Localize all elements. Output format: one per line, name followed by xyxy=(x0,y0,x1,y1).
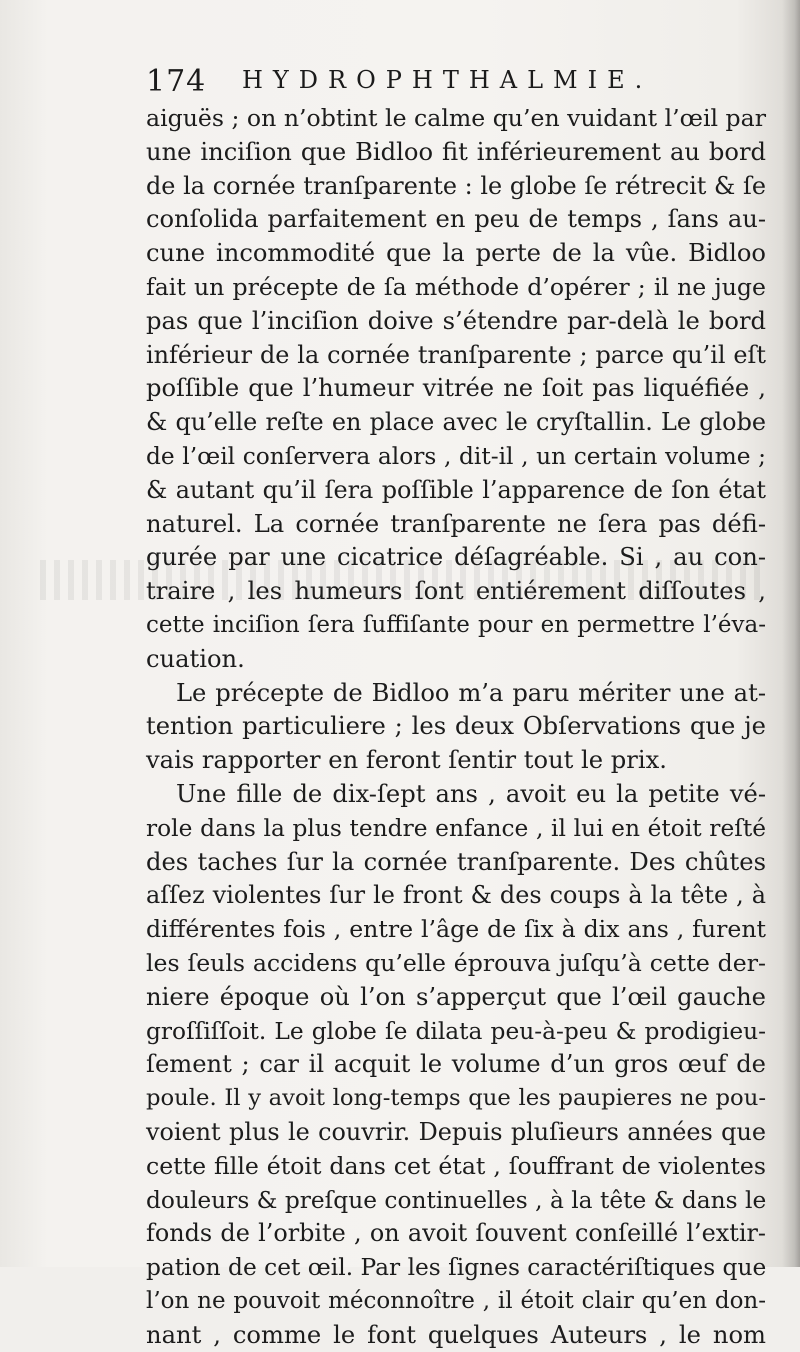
text-line: des taches ſur la cornée tranſparente. Des chûtes xyxy=(146,847,766,876)
text-line: fait un précepte de ſa méthode d’opérer ; il ne juge xyxy=(146,272,766,301)
text-line: traire , les humeurs ſont entiérement diſſoutes , xyxy=(146,577,766,606)
text-line: nant , comme le font quelques Auteurs , le nom xyxy=(146,1320,766,1349)
text-line: de l’œil conſervera alors , dit-il , un certain volume ; xyxy=(146,442,766,470)
paragraph-end-line: vais rapporter en feront ſentir tout le prix. xyxy=(146,746,667,775)
text-line: groſſiſſoit. Le globe ſe dilata peu-à-peu & prodigieu- xyxy=(146,1017,766,1045)
text-line: role dans la plus tendre enfance , il lui en étoit reſté xyxy=(146,814,766,842)
text-line: pas que l’inciſion doive s’étendre par-delà le bord xyxy=(146,306,766,335)
text-line: & qu’elle reſte en place avec le cryſtallin. Le globe xyxy=(146,408,766,437)
text-line: aiguës ; on n’obtint le calme qu’en vuidant l’œil par xyxy=(146,104,766,132)
text-line: inférieur de la cornée tranſparente ; parce qu’il eſt xyxy=(146,340,766,369)
text-line: différentes fois , entre l’âge de ſix à dix ans , furent xyxy=(146,915,766,944)
text-line: les ſeuls accidens qu’elle éprouva juſqu’à cette der- xyxy=(146,948,766,977)
text-line: niere époque où l’on s’apperçut que l’œil gauche xyxy=(146,982,766,1011)
page-number: 174 xyxy=(146,64,207,99)
page-gutter-shadow xyxy=(782,0,800,1267)
paragraph-first-line: Une fille de dix-ſept ans , avoit eu la petite vé- xyxy=(176,779,766,808)
text-line: voient plus le couvrir. Depuis pluſieurs années que xyxy=(146,1117,766,1146)
text-line: naturel. La cornée tranſparente ne ſera pas défi- xyxy=(146,509,766,538)
page-header xyxy=(146,64,766,99)
text-line: douleurs & preſque continuelles , à la tête & dans le xyxy=(146,1186,767,1214)
text-line: une inciſion que Bidloo fit inférieurement au bord xyxy=(146,137,766,166)
text-line: cette inciſion ſera ſuffiſante pour en permettre l’éva- xyxy=(146,611,766,638)
text-line: & autant qu’il ſera poſſible l’apparence de ſon état xyxy=(146,475,766,504)
text-line: tention particuliere ; les deux Obſervations que je xyxy=(146,712,766,741)
text-line: pation de cet œil. Par les ſignes caractériſtiques que xyxy=(146,1254,767,1282)
text-line: de la cornée tranſparente : le globe ſe rétrecit & ſe xyxy=(146,171,766,200)
text-line: poſſible que l’humeur vitrée ne ſoit pas liquéfiée , xyxy=(146,374,766,403)
text-line: ſement ; car il acquit le volume d’un gros œuf de xyxy=(146,1050,766,1079)
body-text xyxy=(146,102,766,1352)
text-line: fonds de l’orbite , on avoit ſouvent conſeillé l’extir- xyxy=(146,1219,766,1248)
running-head: HYDROPHTHALMIE. xyxy=(242,66,653,94)
text-line: conſolida parfaitement en peu de temps , ſans au- xyxy=(146,205,766,234)
text-line: poule. Il y avoit long-temps que les paupieres ne pou- xyxy=(146,1085,766,1112)
paragraph-end-line: cuation. xyxy=(146,644,245,673)
paragraph-first-line: Le précepte de Bidloo m’a paru mériter une at- xyxy=(176,678,766,707)
text-line: aſſez violentes ſur le front & des coups à la tête , à xyxy=(146,881,766,910)
text-line: gurée par une cicatrice déſagréable. Si , au con- xyxy=(146,543,766,572)
text-line: cune incommodité que la perte de la vûe. Bidloo xyxy=(146,239,766,268)
text-line: l’on ne pouvoit méconnoître , il étoit clair qu’en don- xyxy=(146,1287,766,1314)
text-line: cette fille étoit dans cet état , ſouffrant de violentes xyxy=(146,1151,766,1180)
